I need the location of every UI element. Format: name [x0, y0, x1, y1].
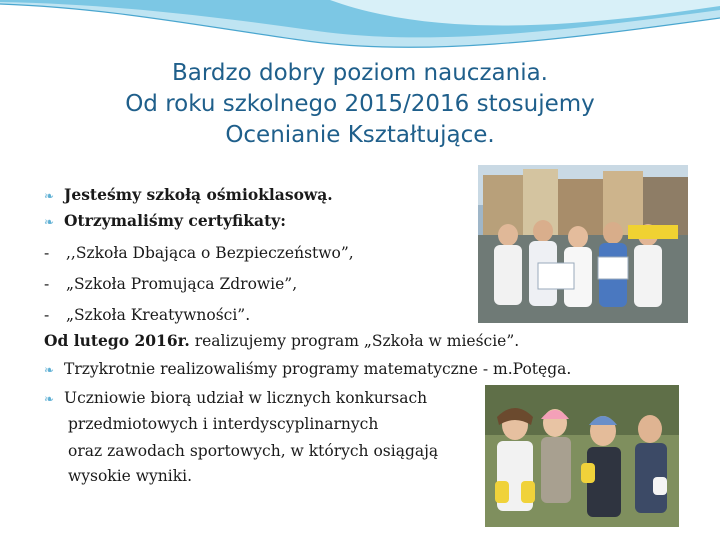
children-cleanup-photo: [485, 385, 679, 527]
certificate-item: - ,,Szkoła Dbająca o Bezpieczeństwo”,: [44, 244, 354, 262]
leaf-bullet-icon: ❧: [44, 392, 55, 406]
leaf-bullet-icon: ❧: [44, 189, 55, 203]
slide-title: [60, 58, 660, 151]
list-item: ❧ Uczniowie biorą udział w licznych konkursach: [44, 386, 427, 410]
list-item-continuation: przedmiotowych i interdyscyplinarnych: [68, 415, 379, 433]
students-group-photo: [478, 165, 688, 323]
leaf-bullet-icon: ❧: [44, 363, 55, 377]
title-line-2: Od roku szkolnego 2015/2016 stosujemy: [125, 91, 595, 117]
leaf-bullet-icon: ❧: [44, 215, 55, 229]
list-item: ❧ Trzykrotnie realizowaliśmy programy matematyczne - m.Potęga.: [44, 357, 571, 381]
program-paragraph: Od lutego 2016r. realizujemy program „Szkoła w mieście”.: [44, 331, 520, 350]
certificate-item: - „Szkoła Kreatywności”.: [44, 306, 251, 324]
list-item: ❧ Jesteśmy szkołą ośmioklasową.: [44, 183, 333, 207]
list-item: ❧ Otrzymaliśmy certyfikaty:: [44, 209, 286, 233]
title-line-1: Bardzo dobry poziom nauczania.: [172, 60, 548, 86]
list-item-continuation: wysokie wyniki.: [68, 467, 192, 485]
certificate-item: - „Szkoła Promująca Zdrowie”,: [44, 275, 298, 293]
list-item-continuation: oraz zawodach sportowych, w których osiągają: [68, 442, 439, 460]
title-line-3: Ocenianie Kształtujące.: [225, 122, 495, 148]
